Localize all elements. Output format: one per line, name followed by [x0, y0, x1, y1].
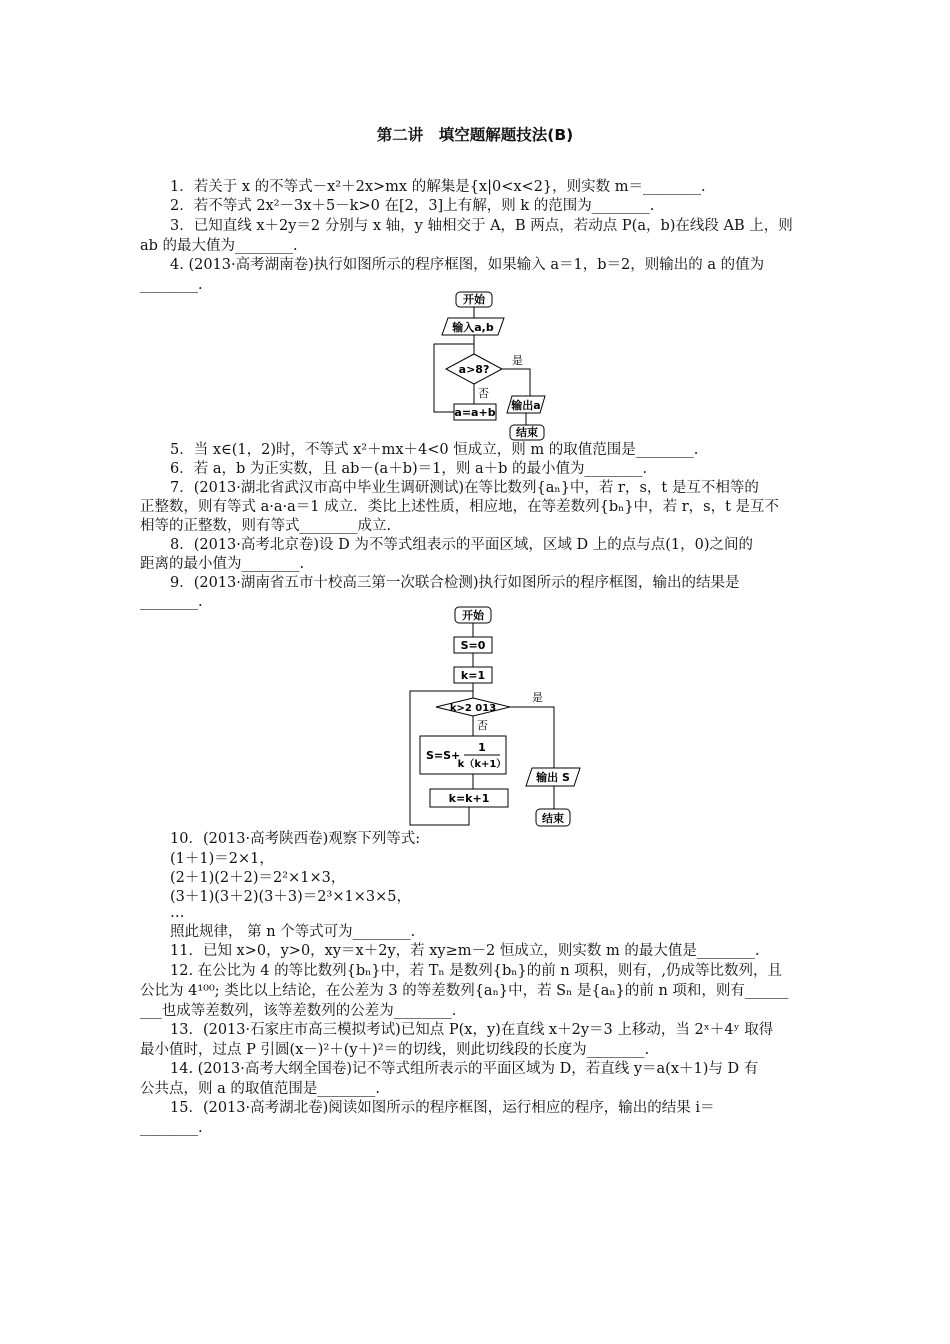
- problem-4-cont: ________.: [140, 277, 203, 293]
- flow1-assign-text: a=a+b: [454, 406, 496, 419]
- problem-7-cont-2: 相等的正整数，则有等式________成立.: [140, 518, 392, 534]
- flow1-start-text: 开始: [463, 293, 485, 306]
- problem-10-eq-3: (3＋1)(3＋2)(3＋3)＝2³×1×3×5，: [170, 889, 411, 905]
- problem-12-cont-2: ___也成等差数列，该等差数列的公差为________.: [140, 1003, 457, 1019]
- flow1-yes-label: 是: [512, 354, 523, 367]
- flow1-no-label: 否: [478, 387, 489, 400]
- flowchart-2: [400, 603, 600, 835]
- flow2-output-text: 输出 S: [536, 771, 570, 784]
- problem-13: 13．(2013·石家庄市高三模拟考试)已知点 P(x，y)在直线 x＋2y＝3 上移动，当 2ˣ＋4ʸ 取得: [170, 1022, 774, 1038]
- flow2-no-label: 否: [477, 719, 488, 732]
- flow2-yes-label: 是: [532, 691, 543, 704]
- problem-3: 3．已知直线 x＋2y＝2 分别与 x 轴，y 轴相交于 A，B 两点，若动点 P(a，b)在线段 AB 上，则: [170, 218, 793, 234]
- flow2-update-s-text: S=S+: [426, 749, 461, 762]
- problem-2: 2．若不等式 2x²－3x＋5－k>0 在[2，3]上有解，则 k 的范围为________.: [170, 198, 655, 214]
- flow2-start-text: 开始: [462, 609, 484, 622]
- problem-10: 10．(2013·高考陕西卷)观察下列等式:: [170, 831, 421, 847]
- flow2-init-s-text: S=0: [460, 639, 486, 652]
- problem-6: 6．若 a，b 为正实数，且 ab－(a＋b)＝1，则 a＋b 的最小值为________.: [170, 461, 648, 477]
- problem-15: 15．(2013·高考湖北卷)阅读如图所示的程序框图，运行相应的程序，输出的结果 i＝: [170, 1100, 715, 1116]
- flow1-input-text: 输入a,b: [452, 321, 494, 334]
- problem-7-cont-1: 正整数，则有等式 a·a·a＝1 成立．类比上述性质，相应地，在等差数列{bₙ}中，若 r，s，t 是互不: [140, 499, 780, 515]
- problem-12: 12. 在公比为 4 的等比数列{bₙ}中，若 Tₙ 是数列{bₙ}的前 n 项积，则有，,仍成等比数列，且: [170, 963, 782, 979]
- flow2-init-k-text: k=1: [460, 669, 486, 682]
- page-title: 第二讲 填空题解题技法(B): [376, 126, 574, 144]
- problem-3-cont: ab 的最大值为________.: [140, 238, 298, 254]
- problem-8-cont: 距离的最小值为________.: [140, 556, 305, 572]
- problem-9-cont: ________.: [140, 594, 203, 610]
- flow1-end-text: 结束: [516, 426, 538, 439]
- problem-15-cont: ________.: [140, 1120, 203, 1136]
- problem-1: 1．若关于 x 的不等式－x²＋2x>mx 的解集是{x|0<x<2}，则实数 m＝________.: [170, 179, 706, 195]
- flowchart-1: [420, 288, 560, 443]
- problem-10-eq-1: (1＋1)＝2×1，: [170, 851, 274, 867]
- flow2-inc-k-text: k=k+1: [448, 792, 490, 805]
- problem-14-cont: 公共点，则 a 的取值范围是________.: [140, 1081, 380, 1097]
- problem-4: 4. (2013·高考湖南卷)执行如图所示的程序框图，如果输入 a＝1，b＝2，则输出的 a 的值为: [170, 257, 765, 273]
- flow2-frac-den: k（k+1）: [457, 759, 507, 770]
- problem-8: 8．(2013·高考北京卷)设 D 为不等式组表示的平面区域，区域 D 上的点与点(1，0)之间的: [170, 537, 753, 553]
- problem-5: 5．当 x∈(1，2)时，不等式 x²＋mx＋4<0 恒成立，则 m 的取值范围是________.: [170, 442, 699, 458]
- problem-10-eq-2: (2＋1)(2＋2)＝2²×1×3，: [170, 870, 346, 886]
- flow2-cond-text: k>2 013: [449, 703, 497, 714]
- flow1-cond-text: a>8?: [458, 363, 490, 376]
- flow1-output-text: 输出a: [511, 399, 541, 412]
- problem-9: 9．(2013·湖南省五市十校高三第一次联合检测)执行如图所示的程序框图，输出的结果是: [170, 575, 740, 591]
- problem-12-cont-1: 公比为 4¹⁰⁰; 类比以上结论，在公差为 3 的等差数列{aₙ}中，若 Sₙ 是{aₙ}的前 n 项和，则有______: [140, 983, 789, 999]
- problem-14: 14. (2013·高考大纲全国卷)记不等式组所表示的平面区域为 D，若直线 y＝a(x＋1)与 D 有: [170, 1061, 759, 1077]
- flow2-end-text: 结束: [542, 812, 564, 825]
- problem-11: 11．已知 x>0，y>0，xy＝x＋2y，若 xy≥m－2 恒成立，则实数 m 的最大值是________.: [170, 943, 760, 959]
- problem-10-cont: 照此规律， 第 n 个等式可为________.: [170, 924, 416, 940]
- problem-10-ellipsis: …: [170, 905, 185, 921]
- problem-13-cont: 最小值时，过点 P 引圆(x－)²＋(y＋)²＝的切线，则此切线段的长度为________.: [140, 1042, 650, 1058]
- flow2-frac-num: 1: [478, 741, 486, 754]
- problem-7: 7．(2013·湖北省武汉市高中毕业生调研测试)在等比数列{aₙ}中，若 r，s，t 是互不相等的: [170, 480, 759, 496]
